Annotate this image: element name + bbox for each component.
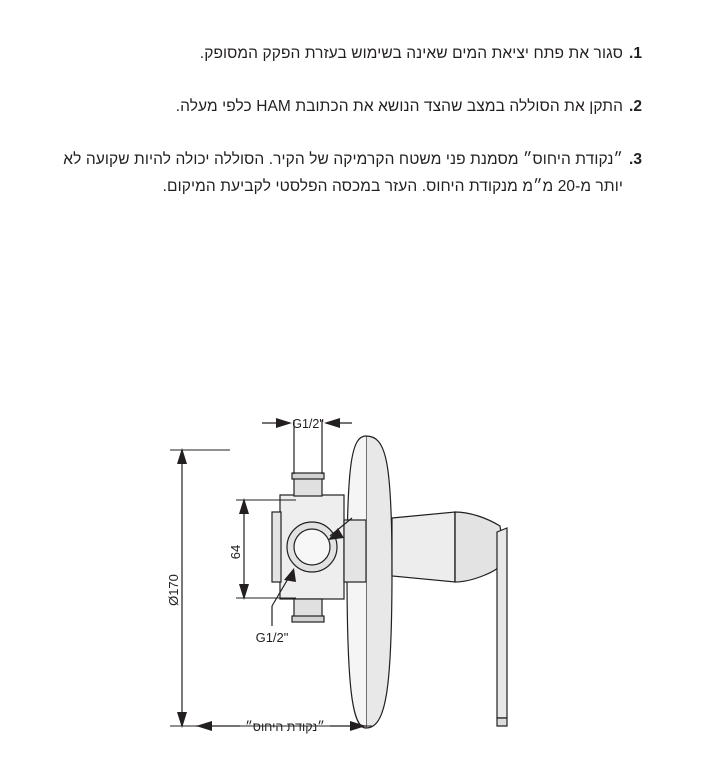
label-height-64: 64 <box>228 544 243 560</box>
list-item-text: סגור את פתח יציאת המים שאינה בשימוש בעזרת הפקק המסופק. <box>199 45 623 62</box>
list-item-number: 1. <box>629 45 642 62</box>
list-item-text: התקן את הסוללה במצב שהצד הנושא את הכתובת HAM כלפי מעלה. <box>175 98 623 115</box>
list-item <box>56 40 645 67</box>
technical-drawing <box>0 400 701 765</box>
label-top-thread: G1/2" <box>292 417 324 431</box>
list-item <box>56 93 645 120</box>
list-item-number: 3. <box>629 151 642 168</box>
label-bottom-thread: G1/2" <box>255 630 289 645</box>
handle-assembly <box>392 512 507 726</box>
instructions-list <box>56 40 645 226</box>
list-item-text: ״נקודת היחוס״ מסמנת פני משטח הקרמיקה של הקיר. הסוללה יכולה להיות שקועה לא יותר מ-20 מ״מ מנקודת היחוס. העזר במכסה הפלסטי לקביעת המיקום. <box>63 151 623 195</box>
list-item-number: 2. <box>629 98 642 115</box>
list-item <box>56 146 645 200</box>
label-diameter: Ø170 <box>166 574 181 606</box>
label-reference-point: ״נקודת היחוס״ <box>245 720 325 734</box>
